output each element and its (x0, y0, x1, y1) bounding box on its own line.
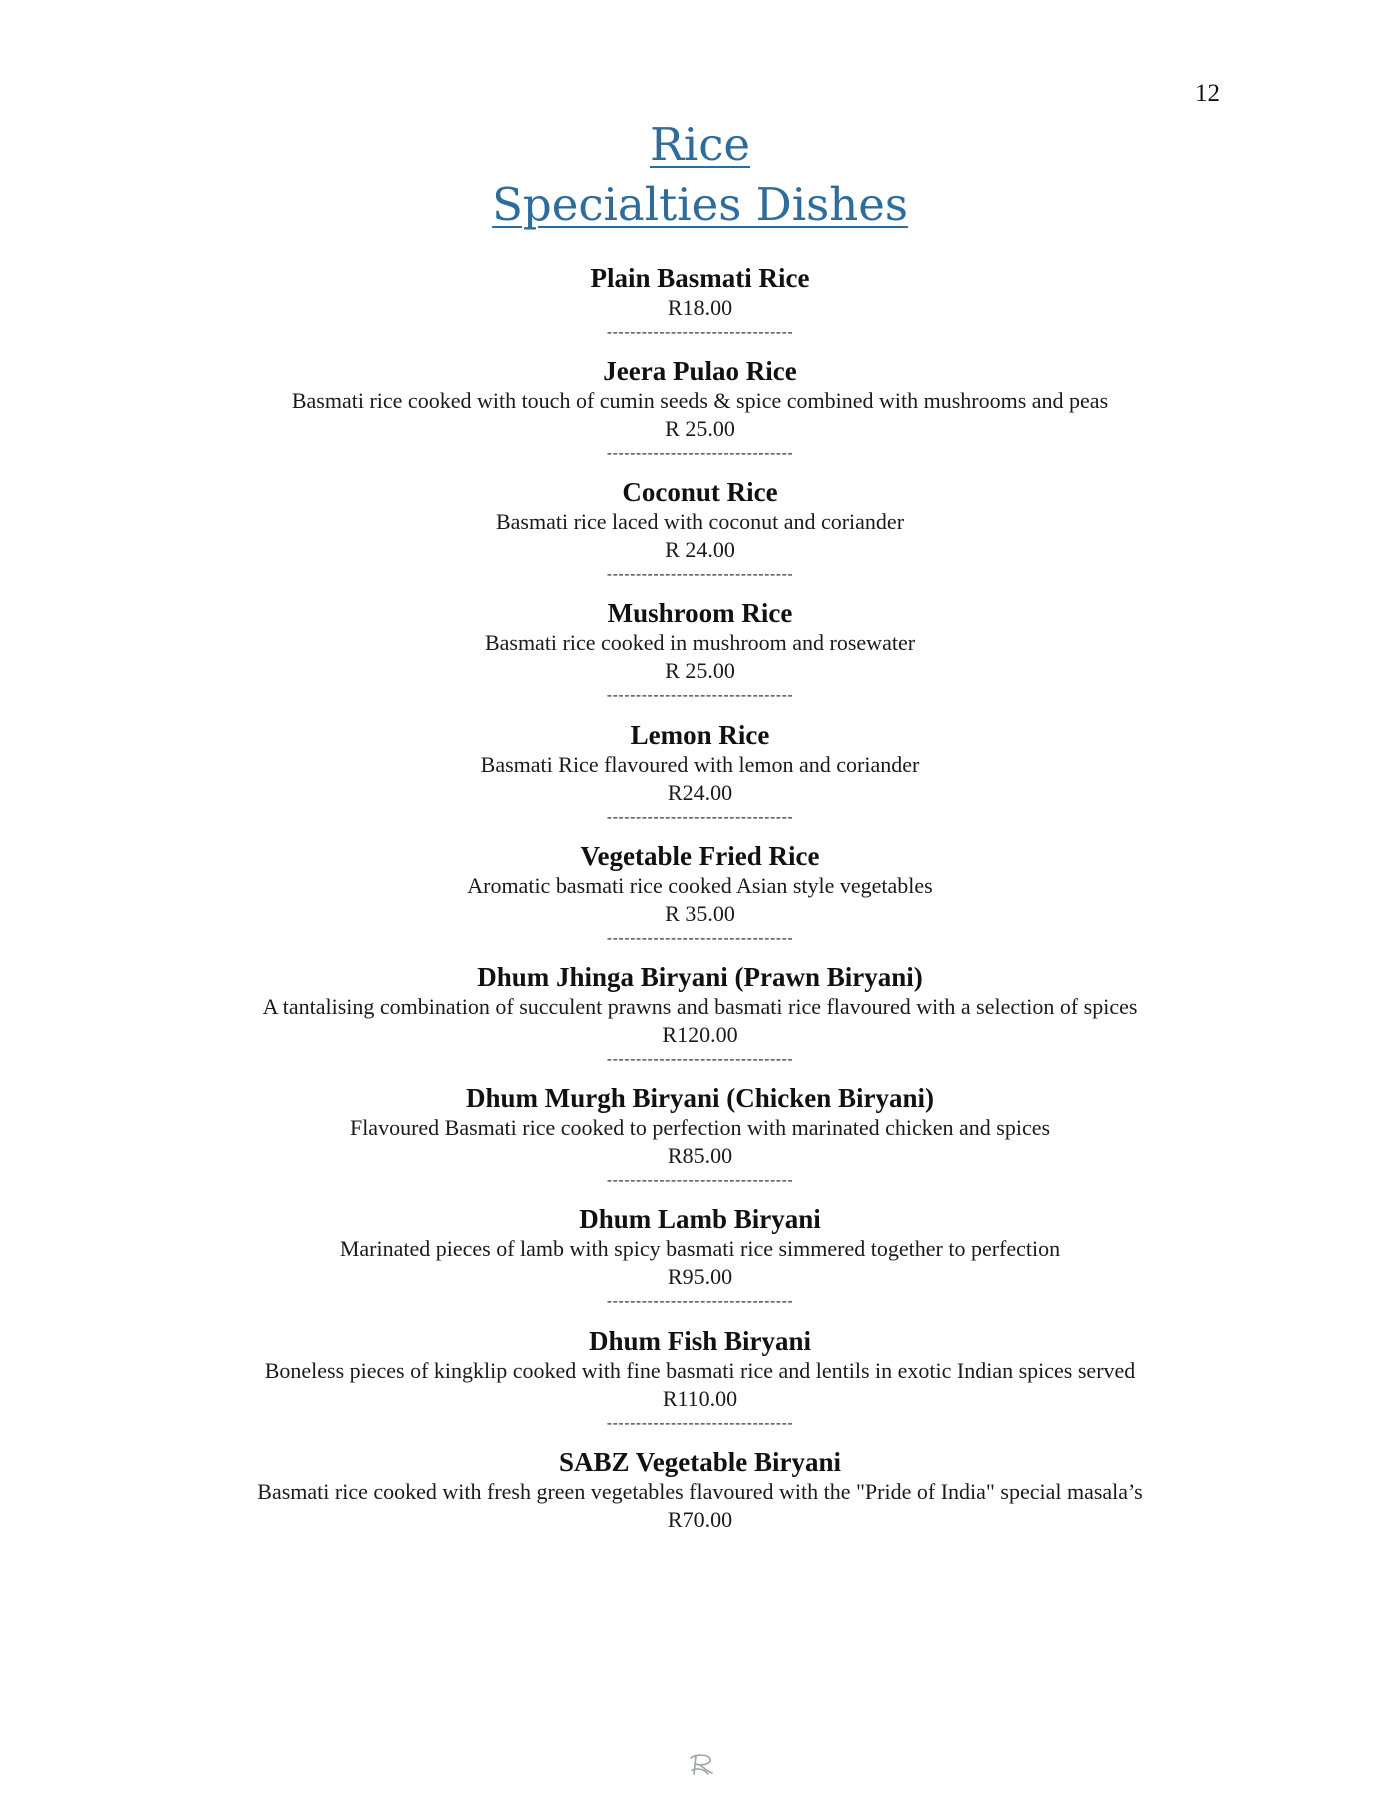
menu-separator: -------------------------------- (606, 324, 794, 341)
menu-separator: -------------------------------- (606, 1050, 794, 1068)
menu-separator: -------------------------------- (606, 1414, 794, 1432)
menu-item-name: Dhum Fish Biryani (588, 1325, 812, 1356)
menu-item-description: Basmati rice cooked with fresh green vegetables flavoured with the "Pride of India" special masala’s (257, 1478, 1143, 1504)
menu-item-price: R110.00 (662, 1385, 738, 1411)
menu-item-name: Vegetable Fried Rice (580, 840, 820, 871)
signature-logo-icon (686, 1750, 716, 1780)
menu-item (0, 1325, 1400, 1446)
menu-item-name: Dhum Lamb Biryani (579, 1204, 821, 1235)
menu-item-description: Basmati rice laced with coconut and coriander (495, 509, 905, 535)
menu-item-price: R 25.00 (665, 658, 735, 684)
menu-item-description: Basmati Rice flavoured with lemon and coriander (480, 751, 920, 777)
menu-item-price: R70.00 (667, 1506, 733, 1532)
menu-separator: -------------------------------- (606, 808, 794, 826)
menu-item-description: Flavoured Basmati rice cooked to perfection with marinated chicken and spices (349, 1115, 1051, 1141)
menu-item-name: Mushroom Rice (607, 598, 793, 629)
menu-item (0, 476, 1400, 597)
menu-item-price: R 35.00 (665, 900, 735, 926)
menu-item-description: Marinated pieces of lamb with spicy basmati rice simmered together to perfection (339, 1236, 1061, 1262)
menu-separator: -------------------------------- (606, 929, 794, 947)
menu-item (0, 961, 1400, 1082)
page-number: 12 (1195, 80, 1220, 107)
menu-item-description: Aromatic basmati rice cooked Asian style vegetables (467, 872, 933, 898)
menu-item-description: A tantalising combination of succulent prawns and basmati rice flavoured with a selection of spices (262, 993, 1138, 1019)
menu-separator: -------------------------------- (606, 1172, 794, 1190)
menu-item-description: Boneless pieces of kingklip cooked with fine basmati rice and lentils in exotic Indian spices served (264, 1357, 1136, 1383)
menu-separator: -------------------------------- (606, 566, 794, 584)
menu-item-price: R 25.00 (665, 416, 735, 441)
menu-item-name: Lemon Rice (630, 719, 770, 750)
menu-item-description: Basmati rice cooked in mushroom and rosewater (484, 630, 916, 656)
menu-separator: -------------------------------- (606, 1293, 794, 1311)
menu-item-price: R120.00 (662, 1021, 738, 1047)
menu-item (0, 1446, 1400, 1567)
menu-separator: -------------------------------- (606, 687, 794, 705)
menu-list (0, 262, 1400, 1567)
menu-item (0, 1082, 1400, 1203)
menu-item-name: Dhum Murgh Biryani (Chicken Biryani) (465, 1083, 935, 1114)
page-title (0, 115, 1400, 235)
menu-item-price: R85.00 (667, 1143, 733, 1169)
title-line-specialties: Specialties Dishes (492, 178, 908, 231)
title-line-rice: Rice (649, 118, 751, 171)
menu-item-name: Coconut Rice (622, 477, 778, 508)
menu-item-description: Basmati rice cooked with touch of cumin seeds & spice combined with mushrooms and peas (291, 388, 1109, 413)
menu-item-price: R 24.00 (665, 537, 735, 563)
menu-item-price: R95.00 (667, 1264, 733, 1290)
menu-item (0, 840, 1400, 961)
menu-item-name: Plain Basmati Rice (590, 263, 810, 293)
menu-item (0, 1203, 1400, 1324)
menu-item (0, 719, 1400, 840)
menu-item-name: Jeera Pulao Rice (603, 356, 797, 386)
menu-separator: -------------------------------- (606, 445, 794, 462)
menu-item (0, 262, 1400, 355)
menu-item-price: R24.00 (667, 779, 733, 805)
menu-item-name: SABZ Vegetable Biryani (558, 1446, 842, 1477)
menu-item (0, 355, 1400, 476)
menu-item (0, 597, 1400, 718)
menu-item-price: R18.00 (667, 295, 733, 320)
menu-item-name: Dhum Jhinga Biryani (Prawn Biryani) (477, 961, 923, 992)
